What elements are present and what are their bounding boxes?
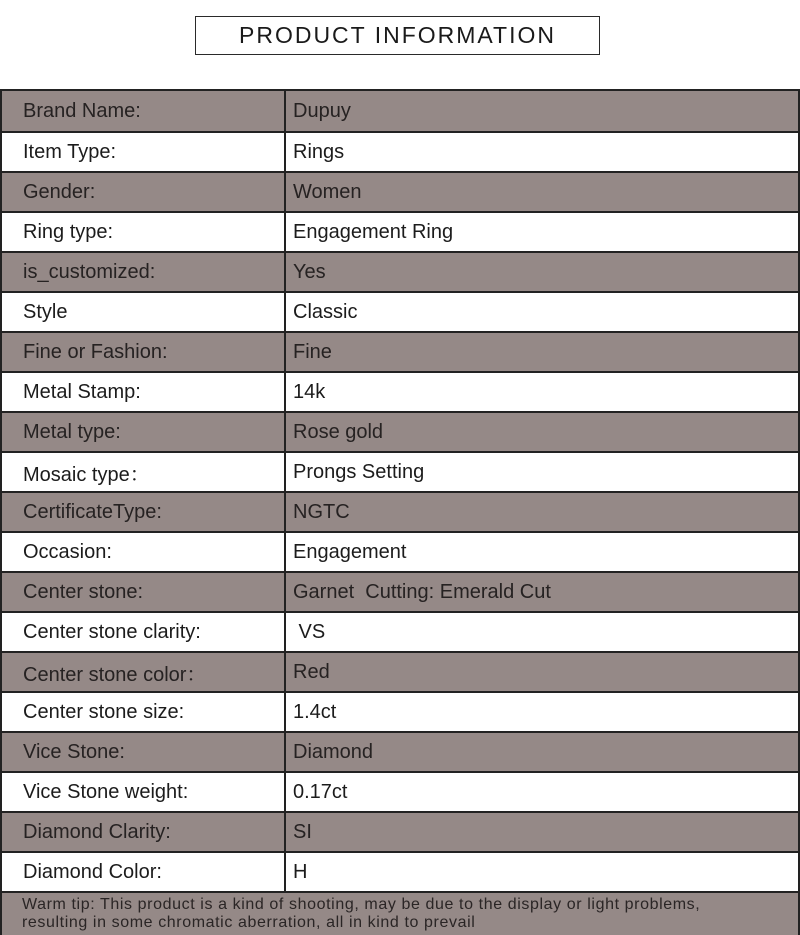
spec-label: Fine or Fashion: xyxy=(2,333,286,371)
spec-row-metal-stamp xyxy=(2,373,798,413)
spec-row-center-stone xyxy=(2,573,798,613)
spec-value: Diamond xyxy=(293,740,374,763)
spec-label: CertificateType: xyxy=(2,493,286,531)
spec-row-center-stone-size xyxy=(2,693,798,733)
spec-value: Rings xyxy=(293,140,345,163)
spec-row-fine-or-fashion xyxy=(2,333,798,373)
spec-value: Fine xyxy=(293,340,332,363)
spec-label: Diamond Clarity: xyxy=(2,813,286,851)
spec-label: Mosaic type： xyxy=(2,453,286,491)
spec-label: Style xyxy=(2,293,286,331)
spec-label: is_customized: xyxy=(2,253,286,291)
warm-tip-line-1: Warm tip: This product is a kind of shooting, may be due to the display or light problems, xyxy=(22,896,701,913)
spec-row-vice-stone xyxy=(2,733,798,773)
spec-value: Yes xyxy=(293,260,326,283)
spec-value: 0.17ct xyxy=(293,780,348,803)
spec-label: Gender: xyxy=(2,173,286,211)
spec-value: Women xyxy=(293,180,362,203)
product-spec-table xyxy=(0,89,800,935)
spec-label: Metal type: xyxy=(2,413,286,451)
spec-row-gender xyxy=(2,173,798,213)
spec-row-diamond-clarity xyxy=(2,813,798,853)
spec-value: Engagement Ring xyxy=(293,220,454,243)
spec-value: Dupuy xyxy=(293,99,351,122)
spec-value: 14k xyxy=(293,380,326,403)
spec-value: 1.4ct xyxy=(293,700,337,723)
spec-value: SI xyxy=(293,820,312,843)
spec-row-center-stone-color xyxy=(2,653,798,693)
spec-value: Prongs Setting xyxy=(293,460,425,483)
spec-value: Engagement xyxy=(293,540,407,563)
warm-tip-note xyxy=(2,893,798,935)
spec-label: Center stone color： xyxy=(2,653,286,691)
spec-value: H xyxy=(293,860,308,883)
spec-row-diamond-color xyxy=(2,853,798,893)
spec-row-item-type xyxy=(2,133,798,173)
spec-label: Center stone size: xyxy=(2,693,286,731)
spec-row-vice-stone-weight xyxy=(2,773,798,813)
spec-value: Red xyxy=(293,660,330,683)
spec-row-metal-type xyxy=(2,413,798,453)
page-title: PRODUCT INFORMATION xyxy=(195,16,600,55)
spec-label: Brand Name: xyxy=(2,91,286,131)
spec-row-ring-type xyxy=(2,213,798,253)
spec-row-certificate-type xyxy=(2,493,798,533)
warm-tip-line-2: resulting in some chromatic aberration, all in kind to prevail xyxy=(22,914,476,931)
spec-row-occasion xyxy=(2,533,798,573)
spec-label: Vice Stone: xyxy=(2,733,286,771)
spec-value: Classic xyxy=(293,300,358,323)
spec-value: Rose gold xyxy=(293,420,384,443)
spec-label: Center stone clarity: xyxy=(2,613,286,651)
spec-label: Occasion: xyxy=(2,533,286,571)
spec-value: NGTC xyxy=(293,500,350,523)
spec-row-style xyxy=(2,293,798,333)
spec-label: Diamond Color: xyxy=(2,853,286,891)
spec-row-center-stone-clarity xyxy=(2,613,798,653)
spec-label: Metal Stamp: xyxy=(2,373,286,411)
spec-label: Ring type: xyxy=(2,213,286,251)
spec-label: Item Type: xyxy=(2,133,286,171)
spec-value: Garnet Cutting: Emerald Cut xyxy=(293,580,551,603)
spec-row-is-customized xyxy=(2,253,798,293)
spec-row-brand-name xyxy=(2,91,798,133)
spec-label: Vice Stone weight: xyxy=(2,773,286,811)
spec-value: VS xyxy=(293,620,326,643)
spec-label: Center stone: xyxy=(2,573,286,611)
spec-row-mosaic-type xyxy=(2,453,798,493)
